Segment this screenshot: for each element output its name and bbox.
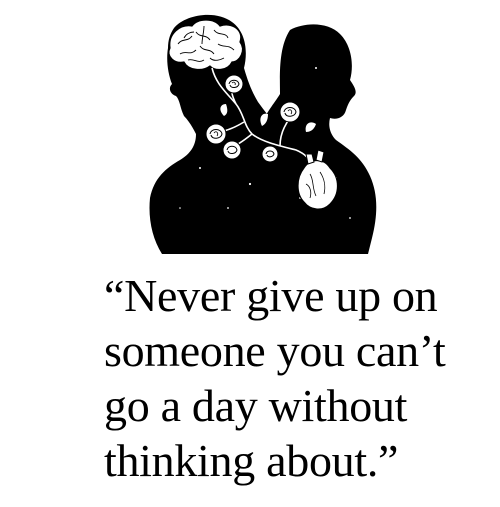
quote-line-4: thinking about.” [104,435,399,486]
couple-illustration [140,8,380,260]
brain-icon [169,20,242,69]
quote-line-3: go a day without [104,380,408,431]
quote-line-1: “Never give up on [104,270,438,321]
quote-text [104,268,494,488]
quote-line-2: someone you can’t [104,325,446,376]
